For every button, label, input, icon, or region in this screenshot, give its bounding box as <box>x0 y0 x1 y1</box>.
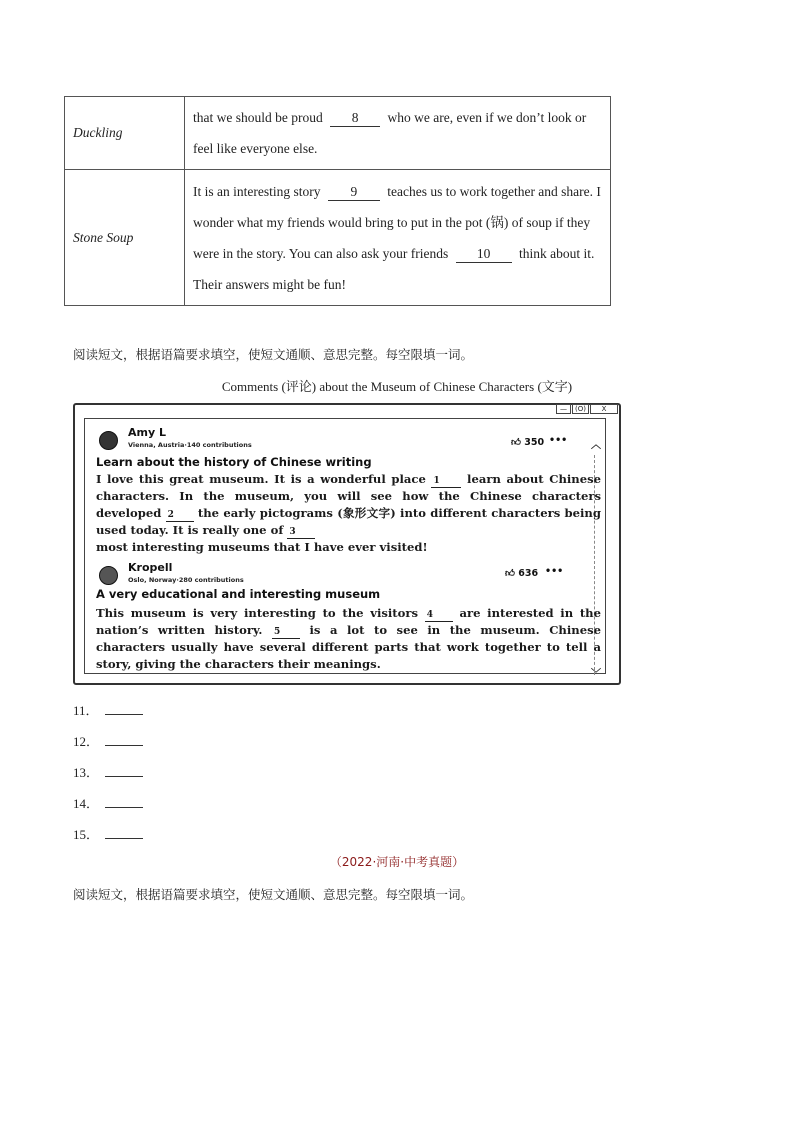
text-segment: that we should be proud <box>193 110 323 125</box>
text-segment: most interesting museums that I have ever visited! <box>96 539 428 554</box>
question-number: 12． <box>73 734 100 749</box>
chevron-down-icon[interactable]: ﹀ <box>591 669 601 680</box>
answer-line[interactable] <box>105 766 143 777</box>
answer-line[interactable] <box>105 735 143 746</box>
like-count: 636 <box>518 568 539 579</box>
user-meta: Vienna, Austria·140 contributions <box>128 441 252 449</box>
question-number: 13． <box>73 765 100 780</box>
text-segment: feel like everyone else. <box>193 141 318 156</box>
user-meta: Oslo, Norway·280 contributions <box>128 576 244 584</box>
answer-blank[interactable]: 8 <box>330 110 380 127</box>
text-segment: history. <box>214 623 263 637</box>
text-segment: the museum, you will see how the Chinese characters developed <box>96 489 602 520</box>
answer-blank[interactable]: 3 <box>287 527 315 539</box>
text-segment: teaches us to work together and share. I <box>387 183 601 199</box>
comments-window <box>73 403 621 685</box>
text-segment: I love this great museum. It is a wonderful place <box>96 472 426 486</box>
text-segment: Their answers might be fun! <box>193 276 346 292</box>
answer-blank[interactable]: 9 <box>328 184 380 201</box>
user-name[interactable]: Kropell <box>128 561 173 574</box>
question-number: 14． <box>73 796 100 811</box>
instruction: 阅读短文，根据语篇要求填空，使短文通顺、意思完整。每空限填一词。 <box>73 887 474 902</box>
source-label: （2022·河南·中考真题） <box>329 855 465 869</box>
answer-blank[interactable]: 2 <box>166 510 194 522</box>
avatar <box>99 431 118 450</box>
answer-line[interactable] <box>105 704 143 715</box>
comment-heading: A very educational and interesting museum <box>96 587 381 601</box>
question-number: 11． <box>73 703 99 718</box>
text-segment: were in the story. You can also ask your friends <box>193 245 449 261</box>
question-item <box>73 762 143 781</box>
question-item <box>73 824 143 843</box>
question-item <box>73 731 143 750</box>
story-text <box>185 170 611 306</box>
like-count: 350 <box>524 437 545 448</box>
story-title: Duckling <box>65 97 185 170</box>
text-segment: who we are, even if we don’t look or <box>387 110 587 125</box>
story-text <box>185 97 611 170</box>
user-name[interactable]: Amy L <box>128 426 166 439</box>
restore-button[interactable]: (O) <box>572 404 589 414</box>
text-segment: think about it. <box>518 245 595 261</box>
instruction: 阅读短文，根据语篇要求填空，使短文通顺、意思完整。每空限填一词。 <box>73 347 474 362</box>
text-segment: This museum is very interesting to the visitors <box>96 606 419 620</box>
story-table <box>64 96 611 306</box>
thumbs-up-icon: 👍︎ <box>505 568 515 579</box>
thumbs-up-icon: 👍︎ <box>511 437 521 448</box>
more-options-icon[interactable]: ••• <box>545 566 564 577</box>
text-segment: learn about Chinese characters. In <box>96 472 601 503</box>
question-item <box>73 793 143 812</box>
answer-blank[interactable]: 4 <box>425 610 453 622</box>
text-segment: is a lot to see in the museum. Chinese characters usually have several <box>96 623 601 654</box>
text-segment: different parts that work together to tell a story, giving the characters their meanings. <box>96 640 601 671</box>
comment-heading: Learn about the history of Chinese writing <box>96 455 372 469</box>
comment-body <box>96 471 601 555</box>
answer-blank[interactable]: 1 <box>431 476 461 488</box>
comment-body <box>96 605 601 672</box>
like-button[interactable] <box>511 436 544 448</box>
text-segment: are interested in the nation’s written <box>96 606 601 637</box>
answer-line[interactable] <box>105 828 143 839</box>
table-row <box>65 170 611 306</box>
story-title: Stone Soup <box>65 170 185 306</box>
question-number: 15． <box>73 827 100 842</box>
answer-line[interactable] <box>105 797 143 808</box>
comments-panel <box>84 418 606 680</box>
answer-blank[interactable]: 5 <box>272 627 300 639</box>
like-button[interactable] <box>505 567 538 579</box>
text-segment: wonder what my friends would bring to put in the pot (锅) of soup if they <box>193 214 591 230</box>
answer-blank[interactable]: 10 <box>456 246 512 263</box>
close-button[interactable]: X <box>590 404 618 414</box>
text-segment: pictograms (象形文字) into different characters being used today. It is really one of <box>96 505 601 537</box>
table-row <box>65 97 611 170</box>
more-options-icon[interactable]: ••• <box>549 435 568 446</box>
question-item <box>73 700 143 719</box>
chevron-up-icon[interactable]: ︿ <box>591 440 601 451</box>
avatar <box>99 566 118 585</box>
passage-caption: Comments (评论) about the Museum of Chinese Characters (文字) <box>221 379 573 394</box>
text-segment: It is an interesting story <box>193 183 321 199</box>
text-segment: the early <box>197 505 256 520</box>
minimize-button[interactable]: — <box>556 404 571 414</box>
